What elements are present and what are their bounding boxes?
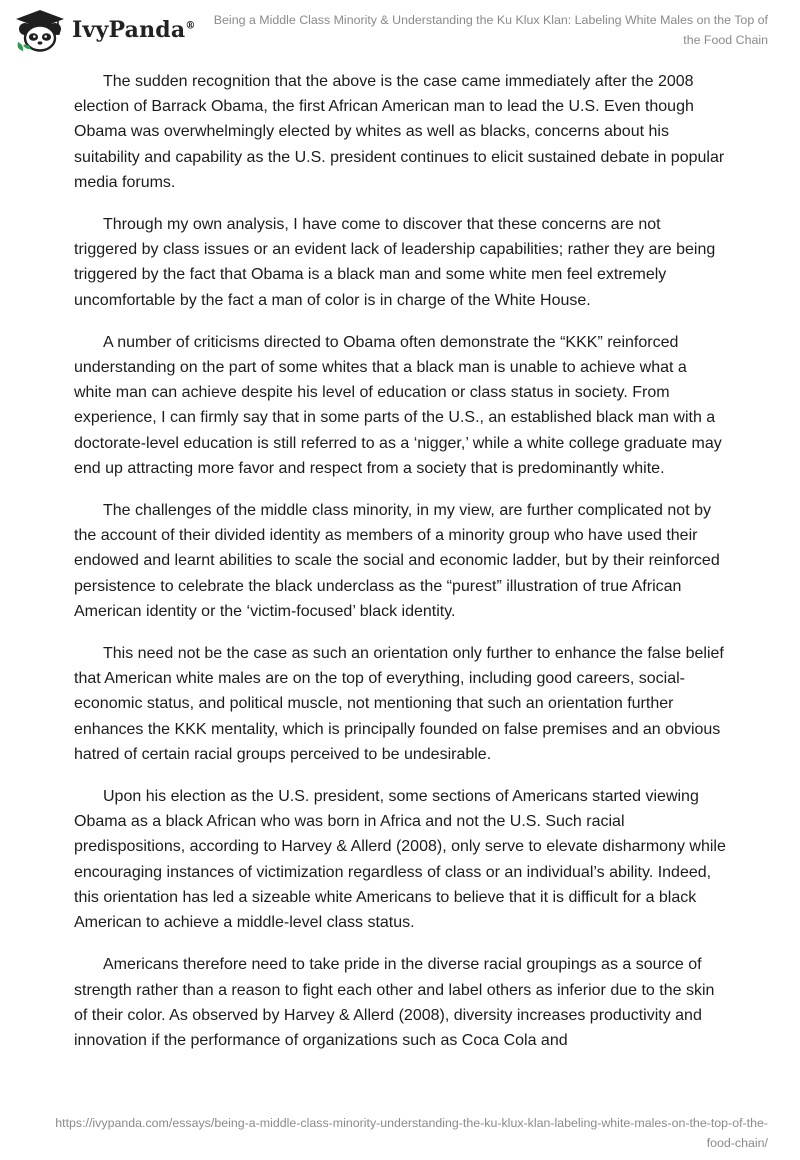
paragraph: The challenges of the middle class minority, in my view, are further complicated not by the account of their divided identity as members of a minority group who have used their endowed and learnt abilities to scale the social and economic ladder, but by their reinforced persistence to celebrate the black underclass as the “purest” illustration of true African American identity or the ‘victim-focused’ black identity. [74,502,720,620]
ivypanda-logo[interactable] [14,8,196,52]
paragraph: This need not be the case as such an orientation only further to enhance the false belief that American white males are on the top of everything, including good careers, social-economic status, and political muscle, not mentioning that such an orientation further enhances the KKK mentality, which is principally founded on false premises and an obvious hatred of certain racial groups perceived to be undesirable. [74,645,724,763]
paragraph: Americans therefore need to take pride in the diverse racial groupings as a source of strength rather than a reason to fight each other and label others as inferior due to the skin of their color. As observed by Harvey & Allerd (2008), diversity increases productivity and innovation if the performance of organizations such as Coca Cola and [74,956,715,1049]
page-header [0,0,800,60]
panda-graduate-icon [14,8,66,52]
paragraph: The sudden recognition that the above is the case came immediately after the 2008 election of Barrack Obama, the first African American man to lead the U.S. Even though Obama was overwhelmingly elected by whites as well as blacks, concerns about his suitability and capability as the U.S. president continues to elicit sustained debate in popular media forums. [74,73,725,191]
paragraph: Upon his election as the U.S. president, some sections of Americans started viewing Obama as a black African who was born in Africa and not the U.S. Such racial predispositions, according to Harvey & Allerd (2008), only serve to elevate disharmony while encouraging instances of victimization regardless of class or an individual’s ability. Indeed, this orientation has led a sizeable white Americans to believe that it is difficult for a black American to achieve a middle-level class status. [74,788,726,932]
source-url[interactable]: https://ivypanda.com/essays/being-a-middle-class-minority-understanding-the-ku-klux-klan-labeling-white-males-on-the-top-of-the-food-chain/ [55,1116,768,1150]
paragraph: Through my own analysis, I have come to discover that these concerns are not triggered by class issues or an evident lack of leadership capabilities; rather they are being triggered by the fact that Obama is a black man and some white men feel extremely uncomfortable by the fact a man of color is in charge of the White House. [74,216,716,309]
essay-body [74,69,728,1070]
document-title: Being a Middle Class Minority & Understanding the Ku Klux Klan: Labeling White Males on the Top of the Food Chain [213,13,768,47]
paragraph: A number of criticisms directed to Obama often demonstrate the “KKK” reinforced understanding on the part of some whites that a black man is unable to achieve what a white man can achieve despite his level of education or class status in society. From experience, I can firmly say that in some parts of the U.S., an established black man with a doctorate-level education is still referred to as a ‘nigger,’ while a white college graduate may end up attracting more favor and respect from a society that is predominantly white. [74,333,722,477]
brand-name: IvyPanda® [72,17,196,43]
